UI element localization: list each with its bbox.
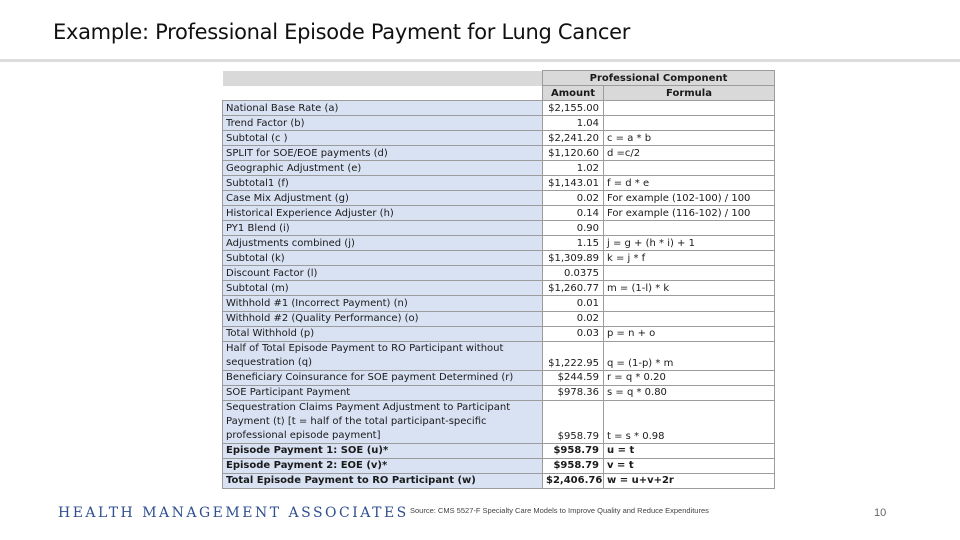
- row-amount: $2,406.76: [543, 473, 604, 488]
- row-formula: j = g + (h * i) + 1: [604, 236, 775, 251]
- row-label: Episode Payment 2: EOE (v)*: [223, 458, 543, 473]
- row-label: Trend Factor (b): [223, 116, 543, 131]
- table-column-header-row: [223, 86, 775, 101]
- slide-title: Example: Professional Episode Payment for Lung Cancer: [53, 20, 631, 44]
- row-formula: k = j * f: [604, 251, 775, 266]
- row-formula: c = a * b: [604, 131, 775, 146]
- row-label: Case Mix Adjustment (g): [223, 191, 543, 206]
- row-label: Sequestration Claims Payment Adjustment to Participant Payment (t) [t = half of the total participant-specific professional episode payment]: [223, 400, 543, 443]
- table-row: [223, 341, 775, 370]
- title-divider: [0, 59, 960, 62]
- row-label: Adjustments combined (j): [223, 236, 543, 251]
- row-label: Total Episode Payment to RO Participant (w): [223, 473, 543, 488]
- row-label: SOE Participant Payment: [223, 385, 543, 400]
- row-amount: 0.90: [543, 221, 604, 236]
- row-amount: $958.79: [543, 458, 604, 473]
- table-row: [223, 326, 775, 341]
- table-row: [223, 146, 775, 161]
- payment-table: [222, 70, 775, 489]
- row-label: Episode Payment 1: SOE (u)*: [223, 443, 543, 458]
- row-formula: For example (102-100) / 100: [604, 191, 775, 206]
- row-amount: 0.0375: [543, 266, 604, 281]
- table-group-header-row: [223, 71, 775, 86]
- row-formula: r = q * 0.20: [604, 370, 775, 385]
- table-row: [223, 251, 775, 266]
- row-amount: $958.79: [543, 443, 604, 458]
- row-formula: f = d * e: [604, 176, 775, 191]
- formula-column-header: Formula: [604, 86, 775, 101]
- row-formula: p = n + o: [604, 326, 775, 341]
- row-amount: $978.36: [543, 385, 604, 400]
- row-formula: s = q * 0.80: [604, 385, 775, 400]
- row-formula: [604, 116, 775, 131]
- row-formula: [604, 161, 775, 176]
- row-formula: [604, 311, 775, 326]
- row-label: Withhold #1 (Incorrect Payment) (n): [223, 296, 543, 311]
- row-amount: 1.04: [543, 116, 604, 131]
- row-label: Subtotal (m): [223, 281, 543, 296]
- table-row: [223, 400, 775, 443]
- table-row: [223, 161, 775, 176]
- table-row: [223, 206, 775, 221]
- table-row: [223, 221, 775, 236]
- row-label: SPLIT for SOE/EOE payments (d): [223, 146, 543, 161]
- row-amount: 0.03: [543, 326, 604, 341]
- row-amount: $244.59: [543, 370, 604, 385]
- row-amount: $1,260.77: [543, 281, 604, 296]
- row-label: Total Withhold (p): [223, 326, 543, 341]
- table-row: [223, 236, 775, 251]
- row-label: Historical Experience Adjuster (h): [223, 206, 543, 221]
- table-row: [223, 131, 775, 146]
- amount-column-header: Amount: [543, 86, 604, 101]
- row-formula: m = (1-l) * k: [604, 281, 775, 296]
- row-amount: 0.02: [543, 191, 604, 206]
- row-formula: [604, 221, 775, 236]
- table-row: [223, 116, 775, 131]
- table-row: [223, 281, 775, 296]
- row-amount: $1,120.60: [543, 146, 604, 161]
- row-label: PY1 Blend (i): [223, 221, 543, 236]
- row-amount: $2,155.00: [543, 101, 604, 116]
- row-label: National Base Rate (a): [223, 101, 543, 116]
- row-formula: u = t: [604, 443, 775, 458]
- table-row: [223, 443, 775, 458]
- row-formula: t = s * 0.98: [604, 400, 775, 443]
- row-amount: $958.79: [543, 400, 604, 443]
- row-amount: 0.14: [543, 206, 604, 221]
- table-row: [223, 101, 775, 116]
- row-formula: [604, 101, 775, 116]
- row-amount: 1.02: [543, 161, 604, 176]
- row-amount: 1.15: [543, 236, 604, 251]
- table-row: [223, 176, 775, 191]
- row-label: Subtotal (k): [223, 251, 543, 266]
- row-amount: $1,222.95: [543, 341, 604, 370]
- row-formula: d =c/2: [604, 146, 775, 161]
- row-label: Discount Factor (l): [223, 266, 543, 281]
- row-label: Withhold #2 (Quality Performance) (o): [223, 311, 543, 326]
- row-formula: v = t: [604, 458, 775, 473]
- table-row: [223, 191, 775, 206]
- table-row: [223, 311, 775, 326]
- row-formula: w = u+v+2r: [604, 473, 775, 488]
- table-row: [223, 296, 775, 311]
- row-formula: For example (116-102) / 100: [604, 206, 775, 221]
- row-label: Subtotal1 (f): [223, 176, 543, 191]
- table-row: [223, 385, 775, 400]
- table-row: [223, 370, 775, 385]
- row-label: Half of Total Episode Payment to RO Participant without sequestration (q): [223, 341, 543, 370]
- row-label: Beneficiary Coinsurance for SOE payment Determined (r): [223, 370, 543, 385]
- row-amount: $1,309.89: [543, 251, 604, 266]
- health-management-associates-logo: HEALTH MANAGEMENT ASSOCIATES: [58, 505, 409, 521]
- row-formula: [604, 266, 775, 281]
- row-amount: 0.02: [543, 311, 604, 326]
- source-citation: Source: CMS 5527-F Specialty Care Models to Improve Quality and Reduce Expenditures: [410, 506, 709, 515]
- row-label: Geographic Adjustment (e): [223, 161, 543, 176]
- row-formula: [604, 296, 775, 311]
- page-number: 10: [874, 507, 887, 519]
- row-formula: q = (1-p) * m: [604, 341, 775, 370]
- table-row: [223, 266, 775, 281]
- table-row: [223, 473, 775, 488]
- row-amount: 0.01: [543, 296, 604, 311]
- professional-component-header: Professional Component: [543, 71, 775, 86]
- table-row: [223, 458, 775, 473]
- row-label: Subtotal (c ): [223, 131, 543, 146]
- row-amount: $1,143.01: [543, 176, 604, 191]
- row-amount: $2,241.20: [543, 131, 604, 146]
